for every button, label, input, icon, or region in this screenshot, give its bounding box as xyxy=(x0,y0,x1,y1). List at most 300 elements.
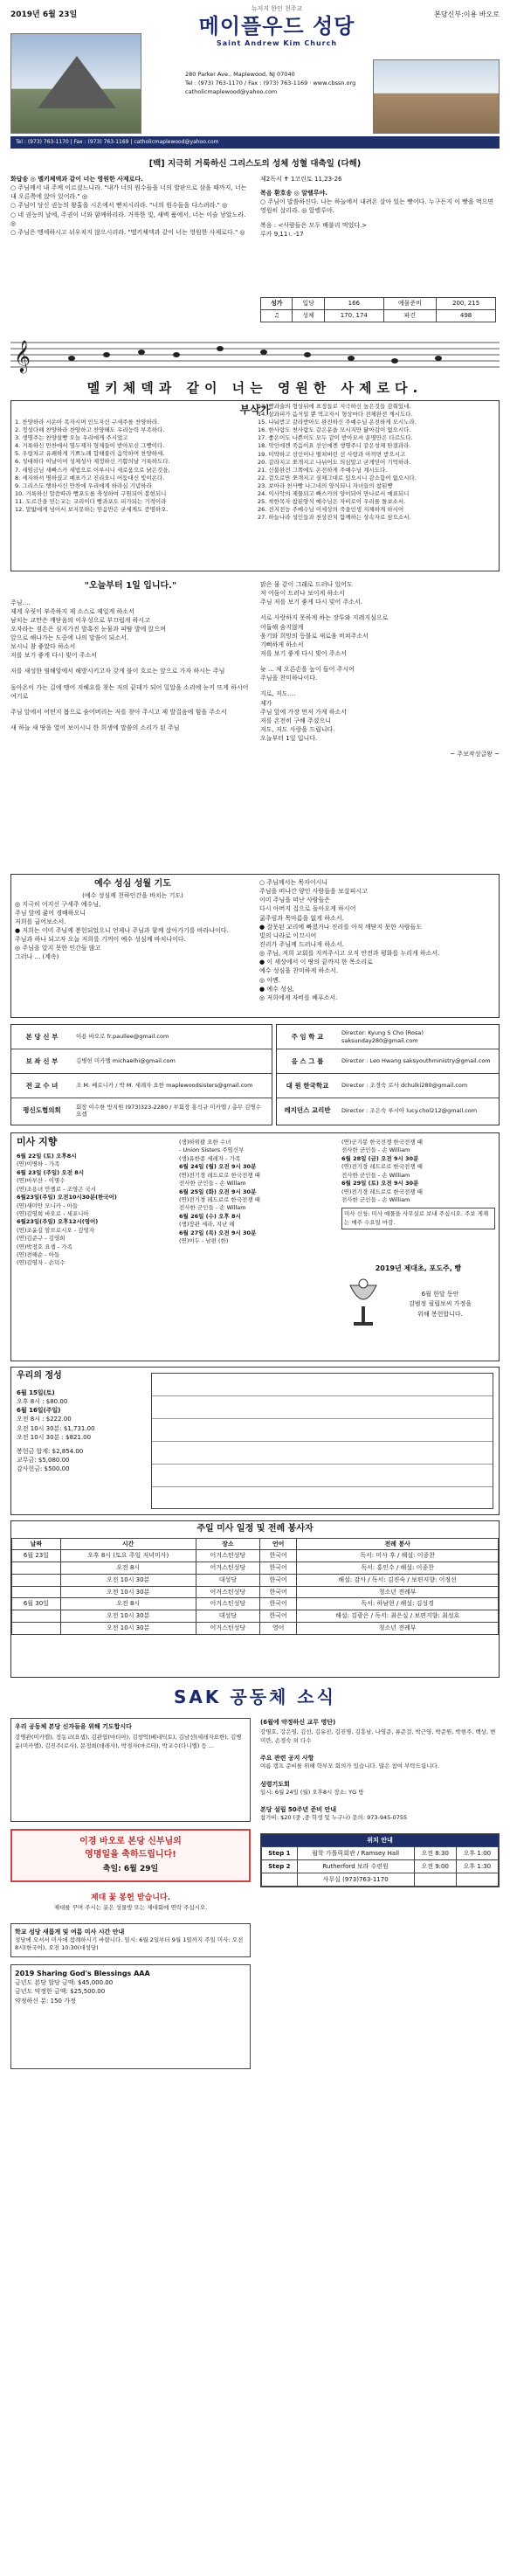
essay-line: 저도, 저도 사랑을 드립니다. xyxy=(260,725,335,733)
location-table xyxy=(260,1833,500,1888)
hymn-cell: 166 xyxy=(324,298,383,310)
bless-line: 금년도 약정한 금액: $25,500.00 xyxy=(15,1988,106,1996)
essay-left xyxy=(10,580,251,732)
address-line: Tel : (973) 763-1170 / Fax : (973) 763-1169 · www.cbssn.org xyxy=(185,79,356,87)
location-cell xyxy=(456,1873,498,1887)
essay-line: 주님 앞에 가장 먼저 가게 하소서 xyxy=(260,708,348,716)
notice-body: 여름 캠프 준비를 위해 학부모 회의가 있습니다. 많은 참여 부탁드립니다. xyxy=(260,1762,439,1770)
holy-month-title: 예수 성심 성월 기도 xyxy=(94,879,171,889)
location-cell: 오전 8:30 xyxy=(414,1846,456,1859)
pray-box xyxy=(10,1718,251,1822)
schedule-cell: 한국어 xyxy=(260,1586,297,1598)
mass-line: 6월 22일 (토) 오후8시 xyxy=(17,1153,77,1160)
schedule-cell: 대성당 xyxy=(196,1610,260,1623)
staff-label: 보 좌 신 부 xyxy=(25,1056,59,1065)
essay-line: 저 어둠이 드러나 보이게 하소서 xyxy=(260,590,345,598)
schedule-cell: 영어 xyxy=(260,1622,297,1634)
pray-title: 우리 공동체 본당 신자들을 위해 기도합시다 xyxy=(15,1723,132,1730)
notice-title: 주요 관련 공지 사항 xyxy=(260,1754,314,1762)
schedule-cell: 6월 30일 xyxy=(12,1598,61,1610)
essay-line: 주님 저를 보기 좋게 다시 빚어 주소서. xyxy=(260,599,363,606)
issue-date: 2019년 6월 23일 xyxy=(10,10,78,19)
school-body: 성당에 오셔서 미사에 참례하시기 바랍니다. 일시: 6월 2일부터 9월 1일까지 주일 미사: 오전 8시(한국어), 오전 10:30(대성당) xyxy=(15,1935,244,1952)
logo-subtitle: Saint Andrew Kim Church xyxy=(216,38,338,47)
staff-value: 이용 바오로 fr.paullee@gmail.com xyxy=(76,1033,169,1041)
sequence-line: 27. 하늘나라 성인들과 천상잔치 함께하는 상속자로 삼으소서. xyxy=(258,514,411,522)
essay-line: 움기와 희망의 등불로 새로움 비쳐주소서 xyxy=(260,632,369,640)
sequence-line: 8. 세자하셔 명하셨고 예표가고 진리오니 어둠대신 빛이온다. xyxy=(15,474,165,481)
sequence-line: 19. 미약하고 선인이나 떨쳐버린 선 사랑과 아끼면 받으시고 xyxy=(258,450,406,458)
second-reading: 제2독서 ✝ 1코린토 11,23-26 xyxy=(260,176,342,183)
mass-line: (생)장관 세라, 지난 해 xyxy=(179,1221,235,1229)
schedule-cell: 어거스틴성당 xyxy=(196,1622,260,1634)
sequence-line: 14. 살과피가 음식일 뿐 먹고자시 형상마다 전체완전 계시도다. xyxy=(258,411,413,419)
mass-line: (연)조윤길 암브로시오 - 김영자 xyxy=(17,1226,94,1234)
prayer-line: ◎ 아멘. xyxy=(259,976,281,984)
mass-line: 전사한 군인들 - 손 Willam xyxy=(179,1180,246,1188)
essay-line: 주님 앞에서 어떤지 봅으로 숨어버리는 저를 찾아 주시고 제 발걸음에 힘을 주소서 xyxy=(10,708,227,716)
offering-line: 6월 한달 동안 xyxy=(421,1291,459,1298)
location-cell: 월학 가톨릭회관 / Ramsey Hall xyxy=(297,1846,414,1859)
sequence-line: 10. 거룩하신 말씀따라 빵포도를 축성하여 구원되어 봉헌되니 xyxy=(15,489,167,497)
staff-label: 음 스 그 룹 xyxy=(291,1056,324,1065)
bless-line: 금년도 본당 할당 금액: $45,000.00 xyxy=(15,1979,114,1987)
sequence-line: 17. 좋은이도 나쁜이도 모두 같이 받아모셔 운명만은 다르도다. xyxy=(258,434,413,442)
mass-line: (생)유한종 세레자 - 가족 xyxy=(179,1154,241,1162)
mass-line: 6월23일(주일) 오전10시30분(한국어) xyxy=(17,1194,117,1201)
staff-label: 평신도협의회 xyxy=(23,1106,61,1115)
sak-title: SAK 공동체 소식 xyxy=(174,1686,336,1707)
retreat-body: 일시: 6월 24일 (월) 오후8시 장소: YG 방 xyxy=(260,1788,364,1796)
mass-line: (연)박정호 요셉 - 가족 xyxy=(17,1243,72,1250)
schedule-cell: 청소년 전례부 xyxy=(297,1586,499,1598)
offering-line: 김범정 필립보씨 가정을 xyxy=(408,1300,472,1308)
mass-line: 전사한 군인들 - 손 William xyxy=(341,1171,410,1179)
finance-line: 오후 8시 : $80.00 xyxy=(17,1398,68,1406)
essay-line: 저를 온전히 구해 주셨으니 xyxy=(260,717,332,724)
finance-list xyxy=(17,1388,148,1473)
pledge-grid xyxy=(151,1373,493,1509)
location-cell: 오후 1:30 xyxy=(456,1859,498,1873)
schedule-header: 언어 xyxy=(260,1538,297,1550)
ordination-sub: 영명일을 축하드립니다! xyxy=(85,1849,176,1859)
schedule-header: 장소 xyxy=(196,1538,260,1550)
offering-title: 2019년 제대초, 포도주, 빵 xyxy=(375,1264,462,1272)
church-logo xyxy=(176,5,377,58)
staff-label: 본 당 신 부 xyxy=(25,1032,59,1041)
sequence-line: 22. 겉으로만 쪼개지고 실체그대로 있으시니 감소함이 없으시다. xyxy=(258,474,417,481)
schedule-cell: 해설: 김광은 / 독서: 최은실 / 보편지향: 최성호 xyxy=(297,1610,499,1623)
hymn-cell: 498 xyxy=(437,309,496,322)
mass-line: (연)군기봉 한국전쟁 한국전쟁 때 xyxy=(341,1139,423,1146)
mass-line: 6월 29일 (토) 오전 9시 30분 xyxy=(341,1180,419,1188)
building-photo xyxy=(373,59,500,134)
prayer-line: ● 저희는 이미 주님께 봉헌되었으니 언제나 주님과 함께 살아가기를 바라나이다. xyxy=(15,927,229,935)
schedule-cell: 오전 8시 xyxy=(60,1598,196,1610)
staff-row xyxy=(11,1025,272,1049)
prayer-line: 주님과 하나 되고자 오늘 저희를 기꺼이 예수 성심께 바치나이다. xyxy=(15,936,186,944)
hymn-cell: ♫ xyxy=(261,309,293,322)
essay-line: 맑은 물 같이 그래로 드러나 있어도 xyxy=(260,581,353,588)
header xyxy=(10,5,500,154)
sequence-line: 13. 빵과술의 형상뒤에 표징들로 지극하신 높은것들 감춰있네. xyxy=(258,403,411,410)
schedule-cell: 어거스틴성당 xyxy=(196,1562,260,1575)
sequence-line: 6. 성대하다 이날이여 성체성사 제정하신 기쁨의날 거룩하도다. xyxy=(15,458,170,466)
ordination-date: 축일: 6월 29일 xyxy=(102,1865,159,1874)
mass-line: 6월 28일 (금) 오전 9시 30분 xyxy=(341,1154,419,1162)
essay-line: 돌아온이 가는 길에 맹어 지혜요를 찾는 저의 끝데가 되어 밀알을 소리에 눈키 뜨게 하시어 여기로 xyxy=(10,683,249,700)
location-cell: 오후 1:00 xyxy=(456,1846,498,1859)
schedule-cell: 청소년 전례부 xyxy=(297,1622,499,1634)
mass-line: 6월 27일 (목) 오전 9시 30분 xyxy=(179,1229,257,1236)
chalice-icon xyxy=(341,1278,385,1331)
ordination-box xyxy=(10,1829,251,1882)
schedule-box xyxy=(10,1520,500,1678)
staff-row xyxy=(11,1049,272,1074)
sequence-line: 5. 우렁차고 유쾌하게 기쁘노래 합해불러 음악하며 찬양하세. xyxy=(15,450,165,458)
staff-value: 김병헌 미카엘 michaelhi@gmail.com xyxy=(76,1057,176,1065)
mass-note: 미사 신청: 미사 예물을 사무실로 보내 주십시오. 주보 게재는 매주 수요일 마감. xyxy=(341,1208,495,1229)
schedule-cell: 오전 10시 30분 xyxy=(60,1622,196,1634)
essay-line: 제가 xyxy=(260,699,272,707)
holy-month-subtitle: (예수 성심께 천하인간을 바치는 기도) xyxy=(82,891,183,899)
essay-line: 앞으로 해나가는 도중에 나의 말씀이 되소서. xyxy=(10,634,129,642)
mass-line: (연)이두 - 남편 (한) xyxy=(179,1237,229,1245)
svg-text:𝄞: 𝄞 xyxy=(14,339,31,372)
hymn-cell: 예물준비 xyxy=(383,298,436,310)
mass-left xyxy=(17,1153,174,1268)
location-title: 위치 안내 xyxy=(261,1834,499,1846)
essay-line: 지로, 저도.... xyxy=(260,690,296,698)
finance-line: 봉헌금 합계: $2,854.00 xyxy=(17,1447,84,1455)
staff-label: 대 원 한국학교 xyxy=(286,1081,329,1090)
sequence-line: 9. 그리스도 행하시신 만찬에 우리에게 하라심 기념하라 xyxy=(15,481,152,489)
staff-row xyxy=(11,1074,272,1098)
acclamation-verse: ○ 주님이 말씀하신다. 나는 하늘에서 내려온 살아 있는 빵이다. 누구든지 이 빵을 먹으면 영원히 살리라. ◎ 알렐루야. xyxy=(260,198,494,215)
sequence-line: 7. 새임금님 새빠스카 새법으로 이루시니 새로움으로 낡은것을, xyxy=(15,466,170,474)
location-cell: 오전 9:00 xyxy=(414,1859,456,1873)
mass-line: (연)김준구 - 김영희 xyxy=(17,1235,65,1243)
hymn-table xyxy=(260,297,496,322)
essay-line: 서로 사랑하지 못하게 하는 장투와 지레지심으로 xyxy=(260,614,389,622)
essay-line: 늦 ... 제 오른손을 높이 들어 주시어 xyxy=(260,666,355,674)
schedule-cell xyxy=(12,1610,61,1623)
mass-line: 전사한 군인들 - 손 Willam xyxy=(179,1204,246,1212)
schedule-header: 전례 봉사 xyxy=(297,1538,499,1550)
schedule-cell: 한국어 xyxy=(260,1610,297,1623)
prayer-line: 주님 앞에 꿇어 경배하오니 xyxy=(15,909,86,917)
offering-panel xyxy=(341,1264,495,1331)
sequence-line: 20. 갈라지고 쪼개지고 나뉘어도 의심말고 굳게믿어 기억하라. xyxy=(258,458,411,466)
mass-line: 6월 24일 (월) 오전 9시 30분 xyxy=(179,1163,257,1171)
hymn-cell: 성체 xyxy=(293,309,324,322)
mass-line: (연)이병하 - 가족 xyxy=(17,1160,60,1168)
finance-line: 감사헌금: $500.00 xyxy=(17,1465,70,1473)
finance-line: 오전 8시 : $222.00 xyxy=(17,1416,72,1423)
finance-line: 6월 15일(토) xyxy=(17,1389,55,1396)
mass-line: 6월23일(주일) 오후12시(영어) xyxy=(17,1218,99,1226)
essay-line: 보시니 참 좋았다 하소서 xyxy=(10,643,76,651)
essay-right xyxy=(260,580,500,758)
sequence-line: 1. 찬양하라 시온아 목자시며 인도자신 구세주를 찬양하라. xyxy=(15,419,160,426)
staff-value: Director: Kyung S Cho (Rosa) saksunday280@gmail.com xyxy=(341,1029,424,1044)
schedule-cell: 해설: 감사 / 독서: 김진숙 / 보편지향: 이정선 xyxy=(297,1574,499,1586)
schedule-header: 시간 xyxy=(60,1538,196,1550)
mass-intention-box xyxy=(10,1132,500,1361)
schedule-cell xyxy=(12,1574,61,1586)
staff-value: 조 M. 베로니카 / 박 M. 세례자 요한 maplewoodsisters@gmail.com xyxy=(76,1082,253,1090)
sequence-line: 23. 보아라 천사빵 나그네의 양식되니 자녀들의 참된빵 xyxy=(258,481,393,489)
mass-line: (연)전기경 레드로로 한국전쟁 때 xyxy=(341,1163,423,1171)
prayer-line: 이미 주님을 떠난 사람들은 xyxy=(259,897,331,904)
staff-left xyxy=(10,1024,272,1125)
prayer-line: 저희를 굽어보소서. xyxy=(15,918,66,925)
prayer-line: 다시 아버지 집으로 돌아오게 하시어 xyxy=(259,905,356,913)
flower-title: 제대 꽃 봉헌 받습니다. xyxy=(90,1894,171,1903)
schedule-cell: 오전 10시 30분 xyxy=(60,1586,196,1598)
location-cell: 사무실 (973)763-1170 xyxy=(297,1873,414,1887)
church-photo xyxy=(10,33,141,134)
logo-title: 메이플우드 성당 xyxy=(198,12,355,38)
essay-line: 오늘부터 1일 입니다. xyxy=(260,735,318,743)
schedule-cell: 한국어 xyxy=(260,1562,297,1575)
schedule-cell: 6월 23일 xyxy=(12,1550,61,1562)
prayer-line: ● 잘못된 교리에 빠졌거나 진리를 아직 깨닫지 못한 사람들도 xyxy=(259,923,423,931)
staff-label: 전 교 수 녀 xyxy=(25,1081,59,1090)
sequence-line: 26. 전지전능 주예수님 이세상의 죽을인생 지체하게 하시어 xyxy=(258,506,404,514)
sak-banner xyxy=(10,1686,500,1711)
psalm-refrain: 화답송 ◎ 멜키체덱과 같이 너는 영원한 사제로다. xyxy=(10,176,143,183)
schedule-cell: 오전 10시 30분 xyxy=(60,1610,196,1623)
essay-line: 저를 보기 좋게 다시 빚어 주소서 xyxy=(10,652,98,660)
gospel-acclamation: 복음 환호송 ◎ 알렐루야. xyxy=(260,190,327,197)
mass-title: 미사 지향 xyxy=(17,1136,58,1147)
anniversary-body: 참가비: $20 (중 ,중 학생 및 누구나) 문의: 973-945-0755 xyxy=(260,1814,408,1822)
finance-line: 교무금: $5,080.00 xyxy=(17,1456,70,1464)
schedule-cell: 어거스틴성당 xyxy=(196,1586,260,1598)
staff-row xyxy=(277,1074,499,1098)
finance-box xyxy=(10,1367,500,1515)
schedule-cell: 대성당 xyxy=(196,1574,260,1586)
mass-line: 6월 26일 (수) 오후 8시 xyxy=(179,1212,241,1220)
hymn-cell: 170, 174 xyxy=(324,309,383,322)
essay-author: ~ 주보작성글왕 ~ xyxy=(450,751,500,758)
hymn-cell: 입당 xyxy=(293,298,324,310)
schedule-cell: 한국어 xyxy=(260,1598,297,1610)
prayer-line: ○ 주님께서는 목자이시니 xyxy=(259,879,328,886)
sequence-line: 3. 생명주는 찬양살빵 오늘 우리에게 주시었고 xyxy=(15,434,128,442)
bless-title: 2019 Sharing God's Blessings AAA xyxy=(15,1969,150,1977)
retreat-title: 성령기도회 xyxy=(260,1780,290,1788)
sequence-line: 11. 도르간을 믿는교는 교리이다 빵과포도 피가되는 기적이라 xyxy=(15,497,167,505)
pledge-title: (6월에 약정하신 교무 명단) xyxy=(260,1719,336,1726)
finance-title: 우리의 정성 xyxy=(17,1371,62,1381)
prayer-line: 예수 성심을 찬미하게 하소서. xyxy=(259,967,339,975)
hymn-cell: 성가 xyxy=(261,298,293,310)
contact-bar: Tel : (973) 763-1170 | Fax : (973) 763-1169 | catholicmaplewood@yahoo.com xyxy=(10,136,500,149)
sequence-left xyxy=(15,419,252,514)
essay-line: 남치는 교만은 깨닫음의 이우성으로 부끄럽게 하시고 xyxy=(10,616,150,624)
holy-month-box xyxy=(10,874,500,1018)
location-cell: Rutherford 보라 수련원 xyxy=(297,1859,414,1873)
schedule-cell: 한국어 xyxy=(260,1574,297,1586)
sequence-title: 부삭가 xyxy=(239,404,271,416)
music-staff xyxy=(10,334,500,397)
schedule-cell: 한국어 xyxy=(260,1550,297,1562)
logo-pre: 뉴저지 한인 천주교 xyxy=(251,5,303,12)
music-lyric: 멜키체덱과 같이 너는 영원한 사제로다. xyxy=(86,379,424,396)
sequence-line: 15. 나눠받고 갈라받아도 완전하신 주예수님 온전하게 모시노라. xyxy=(258,419,417,426)
finance-line: 오전 10시 30분 : $821.00 xyxy=(17,1433,92,1441)
gospel-title: 복음 : <사람들은 모두 배불리 먹었다.> xyxy=(260,221,368,229)
sequence-line: 4. 거룩하신 만찬에서 열두제자 형제들이 받아모신 그빵이다. xyxy=(15,442,165,450)
liturgy-heading: [백] 지극히 거룩하신 그리스도의 성체 성혈 대축일 (다해) xyxy=(148,159,362,169)
essay-line: 기뻐하게 하소서 xyxy=(260,641,304,648)
sequence-line: 18. 악인에겐 죽음이요 선인에겐 생명주니 같은성체 딴결과라. xyxy=(258,442,411,450)
essay-line: 주님…. xyxy=(10,599,31,606)
staff-row xyxy=(277,1098,499,1123)
schedule-header: 날짜 xyxy=(12,1538,61,1550)
staff-row xyxy=(11,1098,272,1123)
sequence-line: 24. 이사악의 제물되고 빠스카의 양이되어 만나로서 예표되니 xyxy=(258,490,410,498)
psalm-verse: ○ 주님께서 내 주께 이르셨느니라. "내가 너의 원수들을 너의 발판으로 삼을 때까지, 너는 내 오른쪽에 앉아 있어라." ◎ xyxy=(10,184,247,201)
mass-mid xyxy=(179,1139,336,1245)
sak-left xyxy=(10,1718,251,2069)
music-notation-icon xyxy=(10,334,500,377)
staff-label: 주 임 학 교 xyxy=(291,1032,324,1041)
location-cell: Step 1 xyxy=(262,1846,298,1859)
bless-box xyxy=(10,1964,251,2069)
essay-line: 저를 보기 좋게 다시 빚어 주소서 xyxy=(260,649,348,657)
schedule-cell: 오전 8시 xyxy=(60,1562,196,1575)
schedule-cell xyxy=(12,1562,61,1575)
schedule-cell: 독서: 미사 후 / 해설: 이종찬 xyxy=(297,1550,499,1562)
holy-month-right xyxy=(259,878,495,1002)
liturgy-right xyxy=(260,175,500,239)
hymn-cell: 200, 215 xyxy=(437,298,496,310)
mass-line: 6월 23일 (주일) 오전 8시 xyxy=(17,1168,85,1176)
gospel-ref: 루카 9,11ㄴ-17 xyxy=(260,230,304,238)
mass-line: (연)전해순 - 아들 xyxy=(17,1251,60,1259)
psalm-verse: ○ 네 권능의 날에, 주권이 너와 함께하리라. 거룩한 빛, 새벽 품에서, 너는 이슬 낳았노라. ◎ xyxy=(10,211,246,227)
schedule-cell: 어거스틴성당 xyxy=(196,1550,260,1562)
staff-value: Director : 조은숙 루시아 lucy.chol212@gmail.com xyxy=(341,1106,478,1114)
sequence-line: 2. 정성다해 찬양하라 찬양하고 찬양해도 우리능력 부족하다. xyxy=(15,426,165,434)
holy-month-left xyxy=(15,878,251,962)
flower-body: 제대를 꾸며 주시는 분은 성물방 또는 제대회에 연락 주십시오. xyxy=(53,1904,208,1912)
sequence-line: 12. 말밟에게 넘어서 보지못하는 믿음만은 굳세게도 증명하오. xyxy=(15,506,169,514)
prayer-line: 굶주림과 목마름을 없게 하소서. xyxy=(259,914,344,922)
mass-line: (연)조용녀 안젤로 - 조영곤 국시 xyxy=(17,1185,97,1193)
schedule-cell: 오후 8시 (토요 주일 저녁미사) xyxy=(60,1550,196,1562)
pastor-line: 본당신부:이용 바오로 xyxy=(434,10,500,18)
staff-value: Director : 조경숙 로사 dchulki280@gmail.com xyxy=(341,1082,468,1090)
staff-value: Director : Leo Hwang saksyouthministry@gmail.com xyxy=(341,1057,491,1065)
address-line: 280 Parker Ave., Maplewood, NJ 07040 xyxy=(185,71,295,78)
schedule-cell xyxy=(12,1622,61,1634)
essay-line: 주님을 찬미하나이다. xyxy=(260,675,318,682)
sequence-line: 16. 한사람도 천사람도 같은분을 모시지만 닳아감이 없으시다. xyxy=(258,426,411,434)
mass-line: (연)전기경 레드로로 한국전쟁 때 xyxy=(341,1188,423,1195)
psalm-verse: ○ 주님이 당신 권능의 왕홀을 시온에서 뻗치시리라. "너의 원수들을 다스려라." ◎ xyxy=(10,202,228,210)
sequence-line: 25. 착한목자 참된양식 예수님은 자비로이 우리를 돌보소서. xyxy=(258,498,406,506)
prayer-line: ● 예수 성심, xyxy=(259,985,294,993)
finance-line: 6월 16일(주일) xyxy=(17,1407,61,1415)
essay-line: 오자라는 겸손은 심지가진 발혹진 눈물과 피땀 발에 앉으며 xyxy=(10,625,166,633)
hymn-cell: 파견 xyxy=(383,309,436,322)
finance-line: 오전 10시 30분: $1,731.00 xyxy=(17,1424,95,1432)
prayer-line: 빛의 나라로 이끄시어 xyxy=(259,931,317,939)
schedule-cell: 독서: 홍인수 / 해설: 이종찬 xyxy=(297,1562,499,1575)
anniversary-title: 본당 설립 50주년 준비 안내 xyxy=(260,1806,337,1814)
sequence-line: 21. 신불완전 그쪽에도 온전하게 주예수님 계시도다. xyxy=(258,466,388,474)
pledge-body: 강명호, 강은영, 김선, 김유진, 김진명, 김흥남, 나영준, 류준걸, 박근영, 박준원, 박현주, 백상, 변미란, 손경숙 외 다수 xyxy=(260,1728,496,1744)
sequence-right xyxy=(258,403,495,522)
bless-line: 약정하신 분: 150 가정 xyxy=(15,1997,76,2005)
mass-line: 전사한 군인들 - 손 William xyxy=(341,1195,410,1203)
prayer-line: ◎ 주님을 알지 못한 인간들 많고 xyxy=(15,945,101,952)
liturgy-left xyxy=(10,175,251,237)
mass-line: (연)김영희 바오로 - 세포니아 xyxy=(17,1209,89,1217)
staff-value: 회장 이수한 방지원 (973)323-2280 / 부회장 홍석규 미카엘 / 총무 김명수 요셉 xyxy=(76,1103,261,1118)
ordination-title: 이경 바오로 본당 신부님의 xyxy=(79,1837,182,1847)
prayer-line: ◎ 주님, 저희 교회를 지켜주시고 오직 안전과 평화를 누리게 하소서. xyxy=(259,950,440,958)
pray-body: 강명관(미카엘), 정동교(요셉), 김관엽(마티아), 김창억(베네딕토), 김남선(세레자요한), 김병윤(미카엘), 김진주(로사), 문정희(데레사), 박경자(마르타), 박교수(다니엘) 등 ... xyxy=(15,1734,242,1749)
school-title: 학교 성당 새롭게 및 여름 미사 시간 안내 xyxy=(15,1928,125,1935)
address-line: catholicmaplewood@yahoo.com xyxy=(185,87,278,95)
location-cell: Step 2 xyxy=(262,1859,298,1873)
mass-right xyxy=(341,1139,495,1229)
sak-right xyxy=(260,1718,500,1887)
staff-label: 레지던스 교리반 xyxy=(284,1106,331,1115)
mass-line: (연)새미안 모니카 - 아들 xyxy=(17,1201,79,1209)
schedule-cell: 오전 10시 30분 xyxy=(60,1574,196,1586)
flower-box xyxy=(10,1889,251,1915)
staff-row xyxy=(277,1025,499,1049)
mass-line: (연)전기경 레드로로 한국전쟁 때 xyxy=(179,1171,260,1179)
essay-line: 새 하늘 새 땅을 열어 보이시니 한 희생에 말씀의 소리가 된 주님 xyxy=(10,724,180,732)
mass-line: (연)전기경 레드로로 한국전쟁 때 xyxy=(179,1195,260,1203)
prayer-line: 주님을 떠나간 양인 사람들을 보살피시고 xyxy=(259,888,368,896)
schedule-cell xyxy=(12,1586,61,1598)
prayer-line: 그러나 ... (계속) xyxy=(15,953,59,961)
prayer-line: ◎ 지극히 어지신 구세주 예수님, xyxy=(15,900,101,908)
prayer-line: 진리가 주님께 드러나게 하소서. xyxy=(259,940,344,948)
address-block xyxy=(185,71,369,96)
sequence-box xyxy=(10,400,500,571)
essay-title: "오늘부터 1일 입니다." xyxy=(84,581,177,591)
schedule-cell: 독서: 하남현 / 해설: 김성경 xyxy=(297,1598,499,1610)
prayer-line: ● 이 세상에서 이 땅의 끝까지 한 목소리로 xyxy=(259,959,373,966)
mass-line: (생)하위괄 요한 수녀 xyxy=(179,1139,231,1146)
offering-line: 위해 봉헌합니다. xyxy=(417,1310,463,1318)
schedule-cell: 어거스틴성당 xyxy=(196,1598,260,1610)
mass-line: (연)마부산 - 이명수 xyxy=(17,1177,65,1185)
mass-line: (연)김영자 - 손덕수 xyxy=(17,1259,65,1267)
location-cell xyxy=(414,1873,456,1887)
essay-line: 저를 새성한 염해앙에서 해방시키고자 갖게 불이 흐르는 앞으로 가자 하시는 주님 xyxy=(10,668,225,675)
mass-line: 전사한 군인들 - 손 William xyxy=(341,1146,410,1154)
mass-line: 6월 25일 (화) 오전 9시 30분 xyxy=(179,1188,257,1195)
psalm-verse: ○ 주님은 맹세하시고 뉘우치지 않으시리라. "멜키체덱과 같이 너는 영원한 사제로다." ◎ xyxy=(10,228,245,236)
staff-right xyxy=(276,1024,500,1125)
staff-row xyxy=(277,1049,499,1074)
mass-line: - Union Sisters 주임신부 xyxy=(179,1146,245,1154)
school-box xyxy=(10,1923,251,1957)
prayer-line: ◎ 저희에게 자비를 베푸소서. xyxy=(259,994,338,1001)
location-cell xyxy=(262,1873,298,1887)
essay-line: 어둡해 숨지않게 xyxy=(260,623,304,631)
